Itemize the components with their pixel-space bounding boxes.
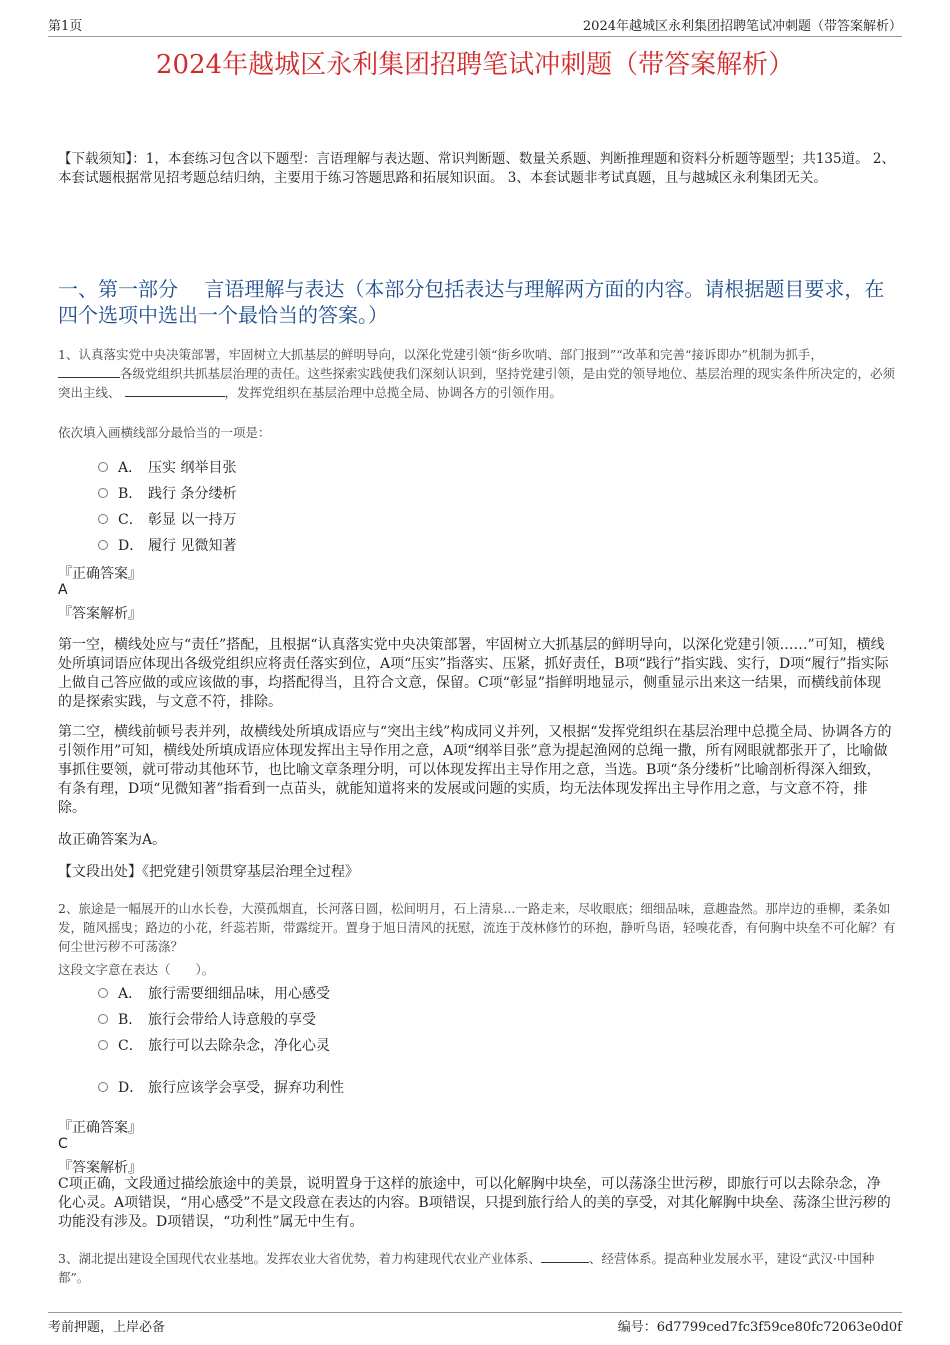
q1-option-d[interactable]: [98, 535, 236, 555]
q1-option-a[interactable]: [98, 457, 236, 477]
header-doc-title: 2024年越城区永利集团招聘笔试冲刺题（带答案解析）: [582, 19, 902, 34]
radio-icon[interactable]: [98, 1040, 108, 1050]
page-number: 第1页: [48, 19, 83, 34]
option-letter: B．: [118, 486, 143, 502]
q2-answer: C: [58, 1136, 68, 1152]
option-text: 旅行应该学会享受，摒弃功利性: [148, 1080, 344, 1096]
q1-text-c: ，发挥党组织在基层治理中总揽全局、协调各方的引领作用。: [224, 385, 563, 400]
q1-text-b: 各级党组织共抓基层治理的责任。这些探索实践使我们深刻认识到，坚持党建引领，是由党的领导地位、基层治理的现实条件所决定的，必须突出主线、: [58, 366, 896, 400]
q1-prompt: 依次填入画横线部分最恰当的一项是：: [58, 425, 271, 440]
question-1-stem: [58, 345, 898, 402]
q2-answer-label: 『正确答案』: [58, 1120, 142, 1136]
q1-blank-1: [58, 364, 120, 378]
section-heading: 一、第一部分 言语理解与表达（本部分包括表达与理解两方面的内容。请根据题目要求，在四个选项中选出一个最恰当的答案。）: [58, 277, 885, 327]
radio-icon[interactable]: [98, 488, 108, 498]
q1-option-c[interactable]: [98, 509, 236, 529]
option-text: 践行 条分缕析: [148, 486, 237, 502]
question-3-stem: [58, 1249, 898, 1287]
q2-option-d[interactable]: [98, 1077, 344, 1097]
option-letter: A．: [118, 986, 143, 1002]
q2-prompt: 这段文字意在表达（ ）。: [58, 962, 215, 977]
option-letter: A．: [118, 460, 143, 476]
q1-analysis-label: 『答案解析』: [58, 606, 142, 622]
radio-icon[interactable]: [98, 514, 108, 524]
option-letter: B．: [118, 1012, 143, 1028]
q1-answer-label: 『正确答案』: [58, 566, 142, 582]
q1-conclusion: 故正确答案为A。: [58, 832, 167, 848]
page-footer: [48, 1312, 902, 1335]
q1-source: 【文段出处】《把党建引领贯穿基层治理全过程》: [58, 864, 359, 880]
option-text: 旅行可以去除杂念，净化心灵: [148, 1038, 330, 1054]
q2-analysis: C项正确，文段通过描绘旅途中的美景，说明置身于这样的旅途中，可以化解胸中块垒，可以荡涤尘世污秽，即旅行可以去除杂念，净化心灵。A项错误，“用心感受”不是文段意在表达的内容。B项错误，只提到旅行给人的美的享受，对其化解胸中块垒、荡涤尘世污秽的功能没有涉及。D项错误，“功利性”属无中生有。: [58, 1176, 891, 1230]
q2-option-a[interactable]: [98, 983, 330, 1003]
option-letter: C．: [118, 1038, 143, 1054]
q2-option-b[interactable]: [98, 1009, 316, 1029]
q3-text-b: 、经营体系。提高种业发展水平，建设“武汉·中国种都”。: [58, 1251, 875, 1285]
q2-option-c[interactable]: [98, 1035, 330, 1055]
q1-analysis-2: 第二空，横线前顿号表并列，故横线处所填成语应与“突出主线”构成同义并列，又根据“发挥党组织在基层治理中总揽全局、协调各方的引领作用”可知，横线处所填成语应体现发挥出主导作用之意，A项“纲举目张”意为提起渔网的总绳一撒，所有网眼就都张开了，比喻做事抓住要领，就可带动其他环节，也比喻文章条理分明，可以体现发挥出主导作用之意，当选。B项“条分缕析”比喻剖析得深入细致，有条有理，D项“见微知著”指看到一点苗头，就能知道将来的发展或问题的实质，均无法体现发挥出主导作用之意，与文意不符，排除。: [58, 724, 892, 816]
download-notice: 【下载须知】：1，本套练习包含以下题型：言语理解与表达题、常识判断题、数量关系题、判断推理题和资料分析题等题型；共135道。 2、本套试题根据常见招考题总结归纳，主要用于练习答题思路和拓展知识面。 3、本套试题非考试真题，且与越城区永利集团无关。: [58, 151, 895, 186]
footer-slogan: 考前押题，上岸必备: [48, 1320, 166, 1335]
option-letter: C．: [118, 512, 143, 528]
option-text: 彰显 以一持万: [148, 512, 237, 528]
q1-text-a: 1、认真落实党中央决策部署，牢固树立大抓基层的鲜明导向，以深化党建引领“街乡吹哨、部门报到”“改革和完善“接诉即办”机制为抓手，: [58, 347, 823, 362]
q1-answer: A: [58, 582, 68, 598]
option-letter: D．: [118, 1080, 144, 1096]
option-text: 履行 见微知著: [148, 538, 237, 554]
radio-icon[interactable]: [98, 988, 108, 998]
q1-blank-2: [125, 383, 225, 397]
option-letter: D．: [118, 538, 144, 554]
radio-icon[interactable]: [98, 462, 108, 472]
q1-analysis-1: 第一空，横线处应与“责任”搭配，且根据“认真落实党中央决策部署，牢固树立大抓基层的鲜明导向，以深化党建引领……”可知，横线处所填词语应体现出各级党组织应将责任落实到位，A项“压实”指落实、压紧，抓好责任，B项“践行”指实践、实行，D项“履行”指实际上做自己答应做的或应该做的事，均搭配得当，且符合文意，保留。C项“彰显”指鲜明地显示，侧重显示出来这一结果，而横线前体现的是探索实践，与文意不符，排除。: [58, 637, 889, 710]
radio-icon[interactable]: [98, 1082, 108, 1092]
option-text: 旅行会带给人诗意般的享受: [148, 1012, 316, 1028]
q3-blank: [541, 1249, 589, 1263]
option-text: 压实 纲举目张: [148, 460, 237, 476]
q1-option-b[interactable]: [98, 483, 236, 503]
radio-icon[interactable]: [98, 1014, 108, 1024]
page-title: 2024年越城区永利集团招聘笔试冲刺题（带答案解析）: [155, 50, 795, 80]
question-2-stem: 2、旅途是一幅展开的山水长卷，大漠孤烟直，长河落日圆，松间明月，石上清泉...一路走来，尽收眼底；细细品味，意趣盎然。那岸边的垂柳，柔条如发，随风摇曳；路边的小花，纤蕊若斯，带露绽开。置身于旭日清风的抚慰，流连于茂林修竹的环抱，静听鸟语，轻嗅花香，有何胸中块垒不可化解？有何尘世污秽不可荡涤？: [58, 901, 896, 954]
footer-code: 编号：6d7799ced7fc3f59ce80fc72063e0d0f: [617, 1320, 902, 1335]
q2-analysis-label: 『答案解析』: [58, 1160, 142, 1176]
q3-text-a: 3、湖北提出建设全国现代农业基地。发挥农业大省优势，着力构建现代农业产业体系、: [58, 1251, 541, 1266]
option-text: 旅行需要细细品味，用心感受: [148, 986, 330, 1002]
page-header: [48, 14, 902, 37]
radio-icon[interactable]: [98, 540, 108, 550]
